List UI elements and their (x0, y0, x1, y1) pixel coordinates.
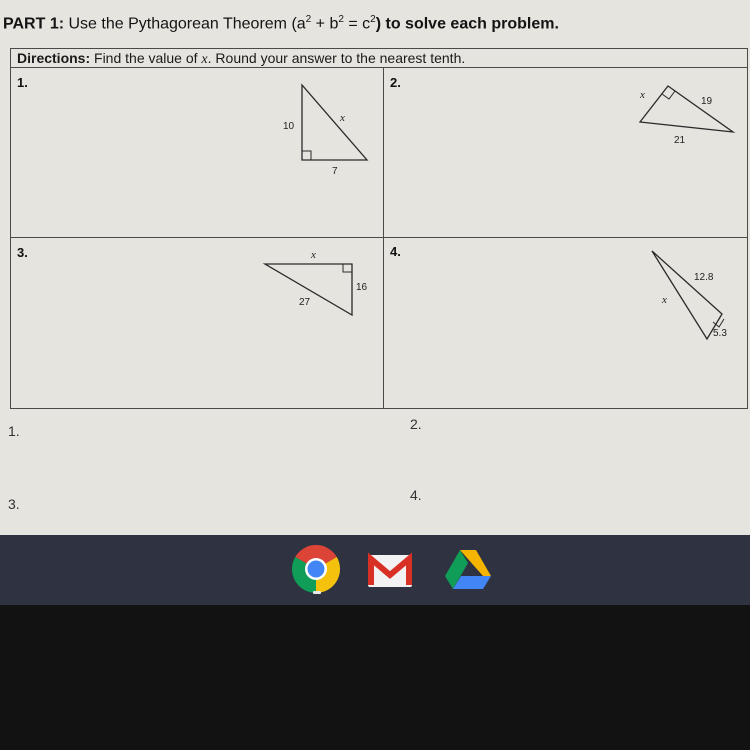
directions-post: . Round your answer to the nearest tenth. (207, 50, 466, 66)
side-label-10: 10 (283, 121, 295, 132)
superscript-c: 2 (370, 14, 376, 25)
superscript-b: 2 (338, 14, 344, 25)
side-label-7: 7 (332, 166, 338, 177)
answer-label-1: 1. (8, 423, 20, 439)
title-pre: Use the Pythagorean Theorem (a (68, 15, 306, 33)
answer-label-4: 4. (410, 487, 422, 503)
title-mid2: = c (343, 15, 371, 33)
side-label-27: 27 (299, 297, 311, 308)
side-label-5-3: 5.3 (713, 328, 727, 339)
directions-pre: Find the value of (94, 50, 202, 66)
problem-number-3: 3. (17, 245, 28, 260)
side-label-x: x (311, 249, 316, 261)
side-label-12-8: 12.8 (694, 272, 714, 283)
title-post: ) to solve each problem. (375, 15, 559, 33)
part-label: PART 1: (3, 15, 65, 33)
problem-number-1: 1. (17, 75, 28, 90)
superscript-a: 2 (305, 14, 312, 25)
problem-number-2: 2. (390, 75, 401, 90)
answer-label-3: 3. (8, 496, 20, 512)
side-label-19: 19 (701, 96, 713, 107)
side-label-x: x (640, 89, 645, 101)
active-app-indicator (313, 591, 321, 594)
side-label-16: 16 (356, 282, 368, 293)
answer-label-2: 2. (410, 416, 422, 432)
directions-variable: x (201, 52, 208, 67)
problem-number-4: 4. (390, 244, 401, 259)
side-label-21: 21 (674, 135, 686, 146)
side-label-x: x (340, 112, 345, 124)
taskbar-shelf (0, 535, 750, 605)
monitor-bezel (0, 605, 750, 750)
side-label-x: x (662, 294, 667, 306)
gmail-icon[interactable] (366, 547, 414, 595)
directions-label: Directions: (17, 50, 91, 66)
drive-icon[interactable] (444, 546, 492, 594)
title-mid1: + b (311, 15, 339, 33)
chrome-icon[interactable] (292, 545, 340, 593)
